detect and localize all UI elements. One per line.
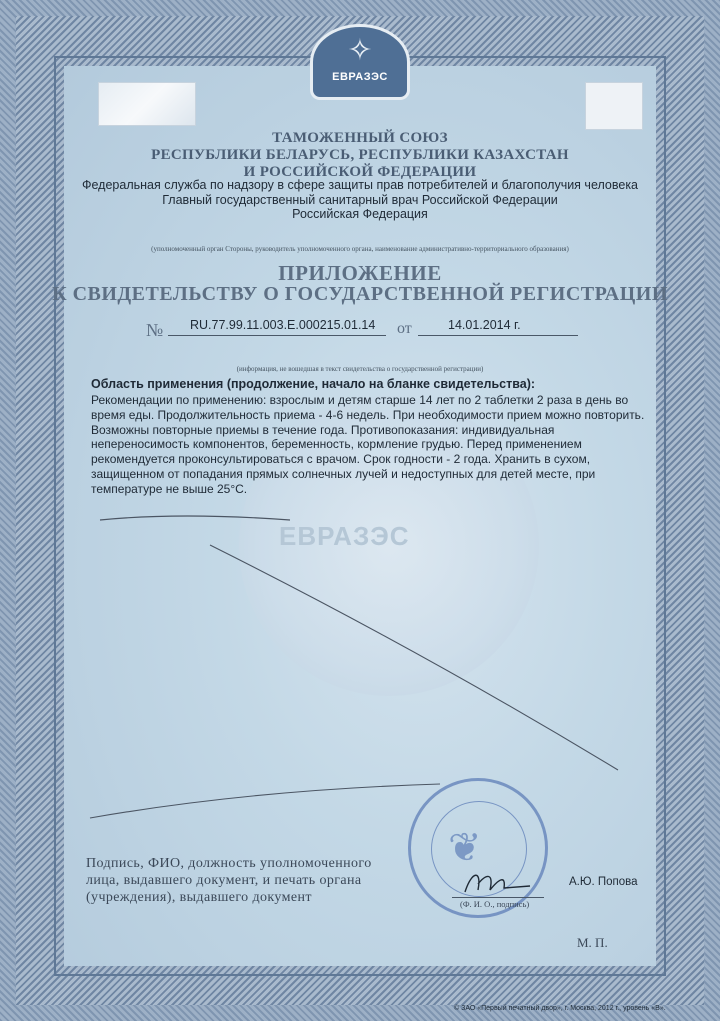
info-caption: (информация, не вошедшая в текст свидетельства о государственной регистрации): [236, 365, 484, 373]
header-line-2: РЕСПУБЛИКИ БЕЛАРУСЬ, РЕСПУБЛИКИ КАЗАХСТАН: [151, 147, 569, 163]
country-name: Российская Федерация: [292, 207, 428, 221]
signature-label-line-1: Подпись, ФИО, должность уполномоченного: [86, 856, 372, 871]
registration-number: RU.77.99.11.003.Е.000215.01.14: [190, 318, 376, 332]
scope-text-line: защищенном от попадания прямых солнечных лучей и недоступных для детей месте, при: [91, 466, 596, 481]
scope-text-line: непереносимость компонентов, беременность, кормление грудью. Перед применением: [91, 437, 582, 452]
signature-underline: [452, 897, 544, 898]
authority-caption: (уполномоченный орган Стороны, руководитель уполномоченного органа, наименование административно-территориального образования): [151, 245, 569, 253]
watermark-text: ЕВРАЗЭС: [279, 521, 410, 551]
printer-footer: © ЗАО «Первый печатный двор», г. Москва, 2012 г., уровень «В».: [454, 1005, 666, 1012]
scope-heading: Область применения (продолжение, начало на бланке свидетельства):: [91, 377, 536, 391]
agency-name: Федеральная служба по надзору в сфере защиты прав потребителей и благополучия человека: [81, 178, 639, 192]
signature-stroke: [465, 875, 530, 892]
date-label: от: [397, 320, 412, 337]
header-line-1: ТАМОЖЕННЫЙ СОЮЗ: [272, 130, 448, 146]
strike-line-top: [100, 516, 290, 520]
scope-text-line: Возможны повторные приемы в течение года. Противопоказания: индивидуальная: [91, 422, 555, 437]
header-line-3: И РОССИЙСКОЙ ФЕДЕРАЦИИ: [243, 164, 477, 180]
scope-text-line: время еды. Продолжительность приема - 4-6 недель. При необходимости прием можно повторить.: [91, 407, 645, 422]
signature-label-line-3: (учреждения), выдавшего документ: [86, 890, 312, 905]
signature-label-line-2: лица, выдавшего документ, и печать органа: [86, 873, 362, 888]
chief-doctor: Главный государственный санитарный врач Российской Федерации: [162, 193, 558, 207]
strike-line-bottom: [90, 784, 440, 818]
strike-line-diagonal: [210, 545, 618, 770]
scope-text-line: рекомендуется проконсультироваться с врачом. Срок годности - 2 года. Хранить в сухом,: [91, 452, 591, 467]
signatory-name: А.Ю. Попова: [569, 876, 638, 888]
eagle-emblem-icon: ❦: [448, 825, 482, 871]
seal-place: М. П.: [577, 935, 608, 950]
number-label: №: [146, 320, 164, 340]
signature-caption: (Ф. И. О., подпись): [460, 899, 530, 909]
appendix-title: ПРИЛОЖЕНИЕ: [278, 261, 442, 285]
logo-text: ЕВРАЗЭС: [332, 71, 388, 83]
handwritten-signature: [460, 862, 540, 902]
scope-text-line: температуре не выше 25°С.: [91, 481, 248, 496]
scope-text-line: Рекомендации по применению: взрослым и детям старше 14 лет по 2 таблетки 2 раза в день во: [91, 393, 629, 407]
appendix-subtitle: К СВИДЕТЕЛЬСТВУ О ГОСУДАРСТВЕННОЙ РЕГИСТРАЦИИ: [52, 283, 668, 305]
registration-date: 14.01.2014 г.: [448, 318, 521, 332]
eurasec-logo-icon: ✧: [347, 33, 373, 68]
